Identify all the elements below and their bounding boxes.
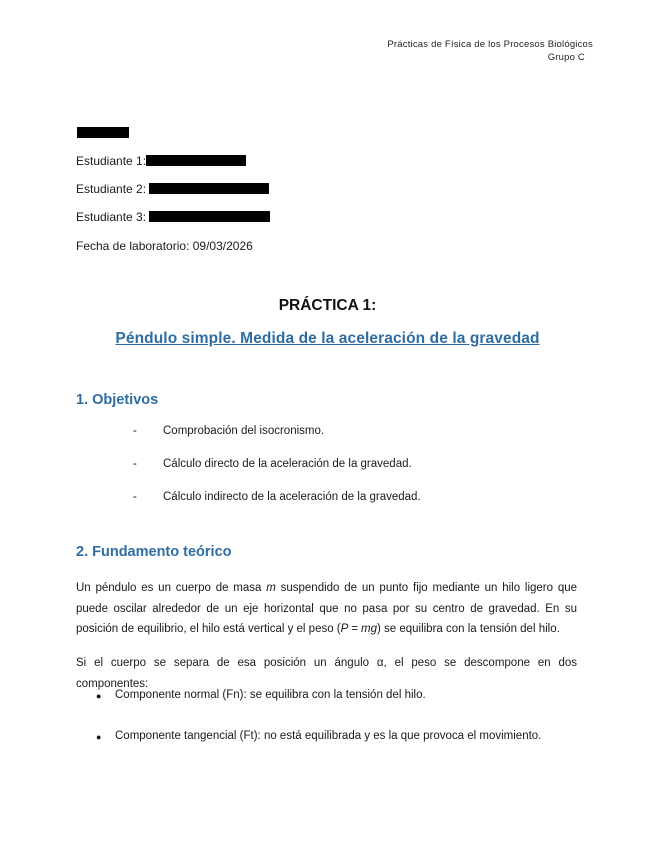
student-2-label: Estudiante 2: [76,182,147,196]
lab-date-label: Fecha de laboratorio: [76,239,190,253]
redacted-name [77,127,129,138]
lab-date-line [76,239,253,253]
practice-subtitle: Péndulo simple. Medida de la aceleración de la gravedad [115,330,540,347]
student-1-label: Estudiante 1: [76,154,147,168]
redacted-student-2 [149,183,269,194]
p1-part-b: suspendido de un punto fijo mediante un hilo ligero que puede oscilar alrededor de un eje horizontal que no pasa por su centro de gravedad. En su posición de equilibrio, el hilo está vertical y el peso ( [76,582,578,636]
dash-marker: - [133,425,137,437]
redacted-student-3 [149,211,270,222]
objective-item: Comprobación del isocronismo. [163,425,325,437]
objective-item: Cálculo indirecto de la aceleración de la gravedad. [163,491,421,503]
dash-marker: - [133,458,137,470]
student-3-line [76,210,270,224]
p1-mass-symbol: m [266,582,276,594]
objectives-heading: 1. Objetivos [76,392,159,408]
header-course: Prácticas de Física de los Procesos Biológicos [387,39,593,50]
theory-heading: 2. Fundamento teórico [76,544,232,560]
bullet-dot: ● [96,691,102,701]
lab-date-value: 09/03/2026 [192,239,253,253]
p1-part-a: Un péndulo es un cuerpo de masa [76,582,267,594]
student-3-label: Estudiante 3: [76,210,147,224]
student-2-line [76,182,269,196]
component-item: Componente tangencial (Ft): no está equilibrada y es la que provoca el movimiento. [115,730,542,742]
header-group: Grupo C [547,52,585,63]
p1-equation: P = mg [340,623,377,636]
objective-item: Cálculo directo de la aceleración de la gravedad. [163,458,412,470]
bullet-dot: ● [96,732,102,742]
dash-marker: - [133,491,137,503]
p1-part-c: ) se equilibra con la tensión del hilo. [376,623,560,636]
theory-paragraph-2: Si el cuerpo se separa de esa posición un ángulo α, el peso se descompone en dos componentes: [76,657,577,690]
component-item: Componente normal (Fn): se equilibra con la tensión del hilo. [115,689,426,701]
theory-paragraph-1 [76,578,577,640]
redacted-student-1 [146,155,246,166]
practice-title: PRÁCTICA 1: [278,297,377,314]
student-1-line [76,154,246,168]
